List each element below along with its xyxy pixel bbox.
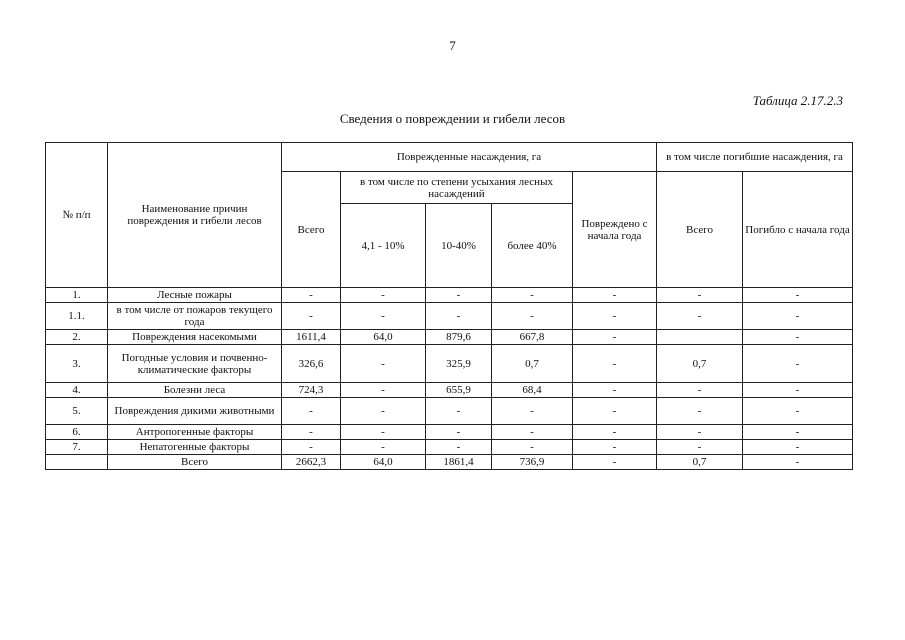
table-row — [46, 288, 853, 303]
header-drying-group: в том числе по степени усыхания лесных насаждений — [341, 172, 573, 204]
cell-total: - — [282, 425, 341, 440]
cell-dead-total — [657, 330, 743, 345]
header-dead-since: Погибло с начала года — [743, 172, 853, 288]
cell-since: - — [573, 383, 657, 398]
cell-dead-total: - — [657, 303, 743, 330]
cell-num: 7. — [46, 440, 108, 455]
cell-d2: - — [426, 288, 492, 303]
cell-d1: 64,0 — [341, 455, 426, 470]
table-row — [46, 383, 853, 398]
cell-dead-since: - — [743, 440, 853, 455]
cell-num: 6. — [46, 425, 108, 440]
cell-d2: - — [426, 440, 492, 455]
page-number: 7 — [449, 38, 456, 53]
cell-d1: - — [341, 303, 426, 330]
cell-d2: - — [426, 425, 492, 440]
cell-d2: 879,6 — [426, 330, 492, 345]
cell-d2: 655,9 — [426, 383, 492, 398]
cell-since: - — [573, 425, 657, 440]
cell-d1: 64,0 — [341, 330, 426, 345]
cell-d2: 1861,4 — [426, 455, 492, 470]
cell-total: 1611,4 — [282, 330, 341, 345]
cell-d2: - — [426, 398, 492, 425]
cell-num: 4. — [46, 383, 108, 398]
cell-reason: Антропогенные факторы — [108, 425, 282, 440]
cell-since: - — [573, 440, 657, 455]
table-row — [46, 303, 853, 330]
cell-dead-total: - — [657, 425, 743, 440]
table-id: Таблица 2.17.2.3 — [752, 93, 843, 108]
cell-dead-since: - — [743, 330, 853, 345]
cell-num — [46, 455, 108, 470]
cell-d1: - — [341, 383, 426, 398]
cell-total: - — [282, 303, 341, 330]
cell-dead-since: - — [743, 345, 853, 383]
table-row — [46, 398, 853, 425]
cell-since: - — [573, 330, 657, 345]
cell-dead-since: - — [743, 425, 853, 440]
cell-since: - — [573, 455, 657, 470]
cell-reason: Непатогенные факторы — [108, 440, 282, 455]
cell-num: 1. — [46, 288, 108, 303]
cell-since: - — [573, 398, 657, 425]
cell-dead-since: - — [743, 398, 853, 425]
header-total: Всего — [282, 172, 341, 288]
cell-dead-since: - — [743, 455, 853, 470]
cell-d3: 0,7 — [492, 345, 573, 383]
cell-d2: 325,9 — [426, 345, 492, 383]
cell-d3: - — [492, 440, 573, 455]
cell-d3: - — [492, 288, 573, 303]
cell-dead-since: - — [743, 303, 853, 330]
cell-since: - — [573, 345, 657, 383]
cell-reason: Повреждения насекомыми — [108, 330, 282, 345]
table-row — [46, 330, 853, 345]
table-row — [46, 425, 853, 440]
header-d2: 10-40% — [426, 204, 492, 288]
cell-dead-total: 0,7 — [657, 345, 743, 383]
cell-d3: 667,8 — [492, 330, 573, 345]
header-damaged-since: Повреждено с начала года — [573, 172, 657, 288]
damage-table — [45, 142, 853, 470]
cell-total: - — [282, 440, 341, 455]
header-num: № п/п — [46, 143, 108, 288]
table-row — [46, 440, 853, 455]
cell-d3: 736,9 — [492, 455, 573, 470]
cell-dead-total: - — [657, 398, 743, 425]
cell-total: 2662,3 — [282, 455, 341, 470]
cell-dead-total: - — [657, 288, 743, 303]
cell-d3: - — [492, 425, 573, 440]
cell-dead-total: 0,7 — [657, 455, 743, 470]
table-row-total — [46, 455, 853, 470]
header-reason: Наименование причин повреждения и гибели лесов — [108, 143, 282, 288]
header-d1: 4,1 - 10% — [341, 204, 426, 288]
cell-num: 3. — [46, 345, 108, 383]
cell-since: - — [573, 303, 657, 330]
cell-reason: Повреждения дикими животными — [108, 398, 282, 425]
header-dead-total: Всего — [657, 172, 743, 288]
cell-d1: - — [341, 345, 426, 383]
cell-dead-since: - — [743, 383, 853, 398]
table-row — [46, 345, 853, 383]
cell-dead-total: - — [657, 383, 743, 398]
header-d3: более 40% — [492, 204, 573, 288]
header-damaged-group: Поврежденные насаждения, га — [282, 143, 657, 172]
cell-d3: - — [492, 303, 573, 330]
cell-reason: Всего — [108, 455, 282, 470]
cell-d3: - — [492, 398, 573, 425]
cell-reason: в том числе от пожаров текущего года — [108, 303, 282, 330]
header-dead-group: в том числе погибшие насаждения, га — [657, 143, 853, 172]
cell-num: 2. — [46, 330, 108, 345]
cell-total: - — [282, 398, 341, 425]
cell-num: 5. — [46, 398, 108, 425]
cell-d1: - — [341, 440, 426, 455]
cell-reason: Погодные условия и почвенно-климатические факторы — [108, 345, 282, 383]
cell-total: 724,3 — [282, 383, 341, 398]
cell-reason: Лесные пожары — [108, 288, 282, 303]
cell-d1: - — [341, 288, 426, 303]
cell-d3: 68,4 — [492, 383, 573, 398]
cell-num: 1.1. — [46, 303, 108, 330]
cell-d1: - — [341, 398, 426, 425]
cell-dead-total: - — [657, 440, 743, 455]
cell-d2: - — [426, 303, 492, 330]
cell-total: 326,6 — [282, 345, 341, 383]
table-title: Сведения о повреждении и гибели лесов — [339, 111, 566, 126]
cell-dead-since: - — [743, 288, 853, 303]
cell-d1: - — [341, 425, 426, 440]
cell-total: - — [282, 288, 341, 303]
cell-since: - — [573, 288, 657, 303]
cell-reason: Болезни леса — [108, 383, 282, 398]
